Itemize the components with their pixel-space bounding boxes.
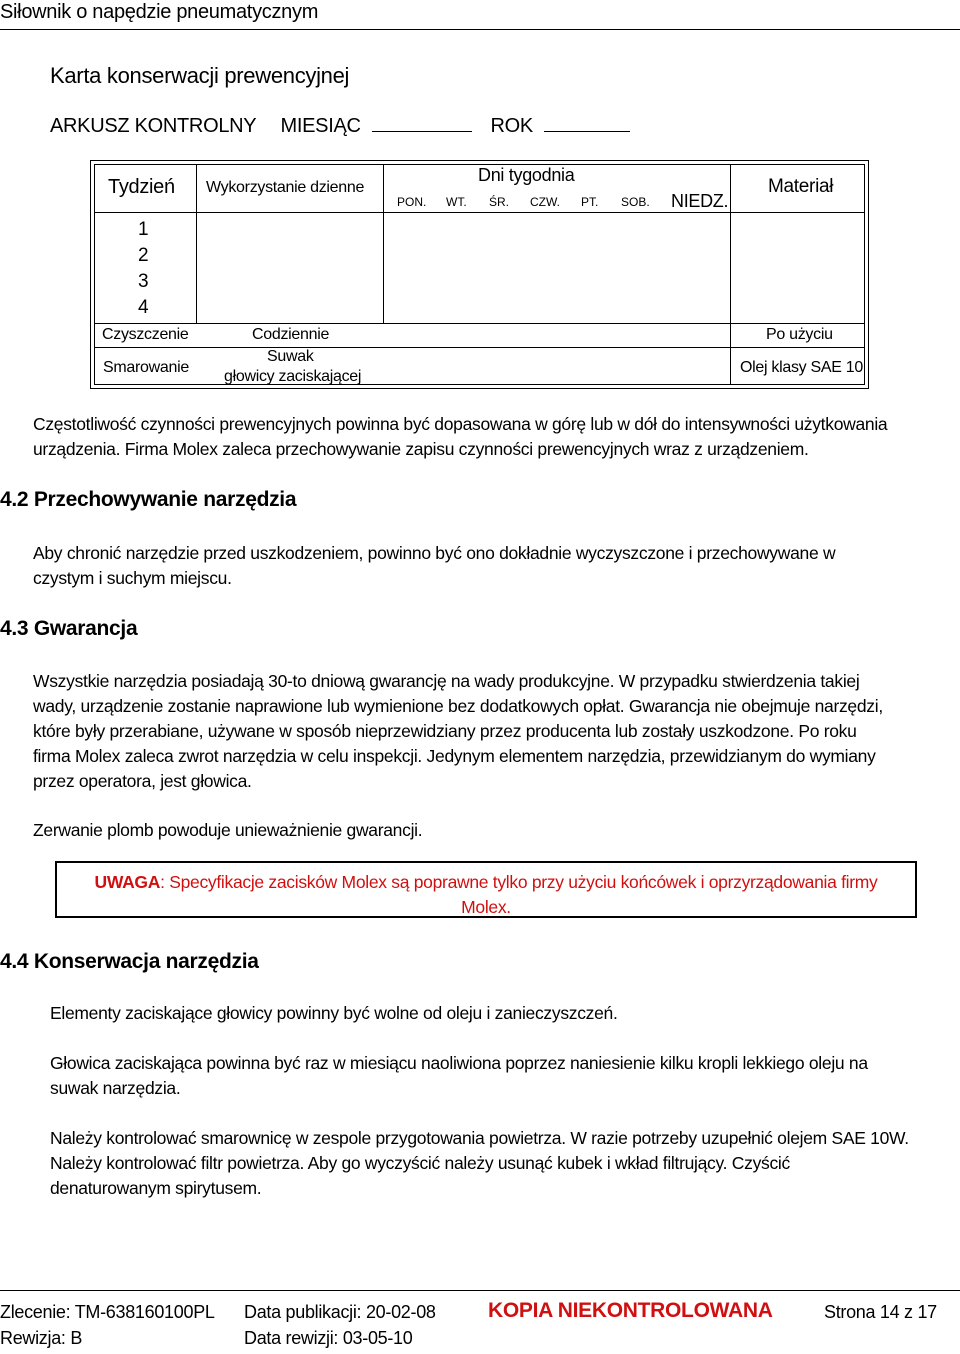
col-days-header: Dni tygodnia bbox=[478, 165, 575, 185]
month-label: MIESIĄC bbox=[280, 115, 361, 137]
footer-order: Zlecenie: TM-638160100PL bbox=[0, 1302, 215, 1322]
week-4: 4 bbox=[138, 297, 149, 318]
sec44-p3-line-2: Należy kontrolować filtr powietrza. Aby go wyczyścić należy usunąć kubek i wkład filtrujący. Czyścić bbox=[50, 1153, 790, 1173]
lubrication-frequency-line2: głowicy zaciskającej bbox=[224, 368, 362, 385]
sheet-label: ARKUSZ KONTROLNY bbox=[50, 115, 256, 137]
sec42-line-2: czystym i suchym miejscu. bbox=[33, 568, 232, 588]
maintenance-table bbox=[90, 160, 869, 389]
warning-line-2: Molex. bbox=[461, 897, 511, 917]
col-usage-header: Wykorzystanie dzienne bbox=[206, 179, 365, 196]
intro-line-1: Częstotliwość czynności prewencyjnych powinna być dopasowana w górę lub w dół do intensywności użytkowania bbox=[33, 414, 888, 434]
year-label: ROK bbox=[490, 115, 533, 137]
footer-divider bbox=[0, 1290, 960, 1291]
header-divider bbox=[0, 29, 960, 30]
col-week-header: Tydzień bbox=[108, 176, 175, 198]
card-title: Karta konserwacji prewencyjnej bbox=[50, 63, 350, 88]
lubrication-label: Smarowanie bbox=[103, 359, 189, 376]
sec43-line-1: Wszystkie narzędzia posiadają 30-to dniową gwarancję na wady produkcyjne. W przypadku stwierdzenia takiej bbox=[33, 671, 860, 691]
table-inner-border bbox=[95, 165, 865, 385]
sec43-line-2: wady, urządzenie zostanie naprawione lub wymienione bez dodatkowych opłat. Gwarancja nie obejmuje narzędzi, bbox=[33, 696, 883, 716]
sec44-p3-line-1: Należy kontrolować smarownicę w zespole przygotowania powietrza. W razie potrzeby uzupełnić olejem SAE 10W. bbox=[50, 1128, 909, 1148]
warning-text-1: : Specyfikacje zacisków Molex są poprawne tylko przy użyciu końcówek i oprzyrządowania firmy bbox=[160, 872, 878, 892]
sec43-line-5: przez operatora, jest głowica. bbox=[33, 771, 252, 791]
sec44-p3-line-3: denaturowanym spirytusem. bbox=[50, 1178, 262, 1198]
lubrication-frequency-line1: Suwak bbox=[267, 348, 314, 365]
sec42-line-1: Aby chronić narzędzie przed uszkodzeniem, powinno być ono dokładnie wyczyszczone i przechowywane w bbox=[33, 543, 836, 563]
cleaning-frequency: Codziennie bbox=[252, 326, 330, 343]
cleaning-material: Po użyciu bbox=[766, 326, 833, 343]
warning-box bbox=[55, 861, 917, 918]
intro-line-2: urządzenia. Firma Molex zaleca przechowywanie zapisu czynności prewencyjnych wraz z urządzeniem. bbox=[33, 439, 809, 459]
footer-pub-date: Data publikacji: 20-02-08 bbox=[244, 1302, 436, 1322]
warning-label: UWAGA bbox=[94, 872, 161, 892]
day-wed: ŚR. bbox=[489, 195, 510, 209]
sec43-line-4: firma Molex zaleca zwrot narzędzia w celu inspekcji. Jedynym elementem narzędzia, przewidzianym do wymiany bbox=[33, 746, 876, 766]
cleaning-label: Czyszczenie bbox=[102, 326, 189, 343]
week-3: 3 bbox=[138, 271, 149, 292]
day-sun: NIEDZ. bbox=[671, 191, 729, 211]
sec44-p1: Elementy zaciskające głowicy powinny być wolne od oleju i zanieczyszczeń. bbox=[50, 1003, 618, 1023]
sec44-p2-line-1: Głowica zaciskająca powinna być raz w miesiącu naoliwiona poprzez naniesienie kilku kropli lekkiego oleju na bbox=[50, 1053, 868, 1073]
section-4-4-heading: 4.4 Konserwacja narzędzia bbox=[0, 950, 259, 973]
day-sat: SOB. bbox=[621, 195, 650, 209]
day-mon: PON. bbox=[397, 195, 427, 209]
sec44-p2-line-2: suwak narzędzia. bbox=[50, 1078, 181, 1098]
col-material-header: Materiał bbox=[768, 176, 834, 197]
section-4-3-heading: 4.3 Gwarancja bbox=[0, 617, 138, 640]
sheet-header-line bbox=[50, 115, 630, 138]
sec43-line-3: które były przerabiane, używane w sposób nieprzewidziany przez producenta lub zostały uszkodzone. Po roku bbox=[33, 721, 857, 741]
section-4-2-heading: 4.2 Przechowywanie narzędzia bbox=[0, 488, 297, 511]
seal-note: Zerwanie plomb powoduje unieważnienie gwarancji. bbox=[33, 820, 423, 840]
lubrication-material: Olej klasy SAE 10 bbox=[740, 359, 863, 376]
warning-line-1 bbox=[57, 870, 915, 895]
footer-page-number: Strona 14 z 17 bbox=[824, 1302, 937, 1322]
day-thu: CZW. bbox=[530, 195, 560, 209]
footer-revision: Rewizja: B bbox=[0, 1328, 83, 1348]
uncontrolled-copy-label: KOPIA NIEKONTROLOWANA bbox=[488, 1299, 773, 1322]
month-fill-line bbox=[372, 131, 472, 132]
year-fill-line bbox=[544, 131, 630, 132]
document-header-title: Siłownik o napędzie pneumatycznym bbox=[0, 1, 319, 23]
week-1: 1 bbox=[138, 219, 149, 240]
footer-rev-date: Data rewizji: 03-05-10 bbox=[244, 1328, 413, 1348]
week-2: 2 bbox=[138, 245, 149, 266]
day-tue: WT. bbox=[446, 195, 467, 209]
day-fri: PT. bbox=[581, 195, 599, 209]
